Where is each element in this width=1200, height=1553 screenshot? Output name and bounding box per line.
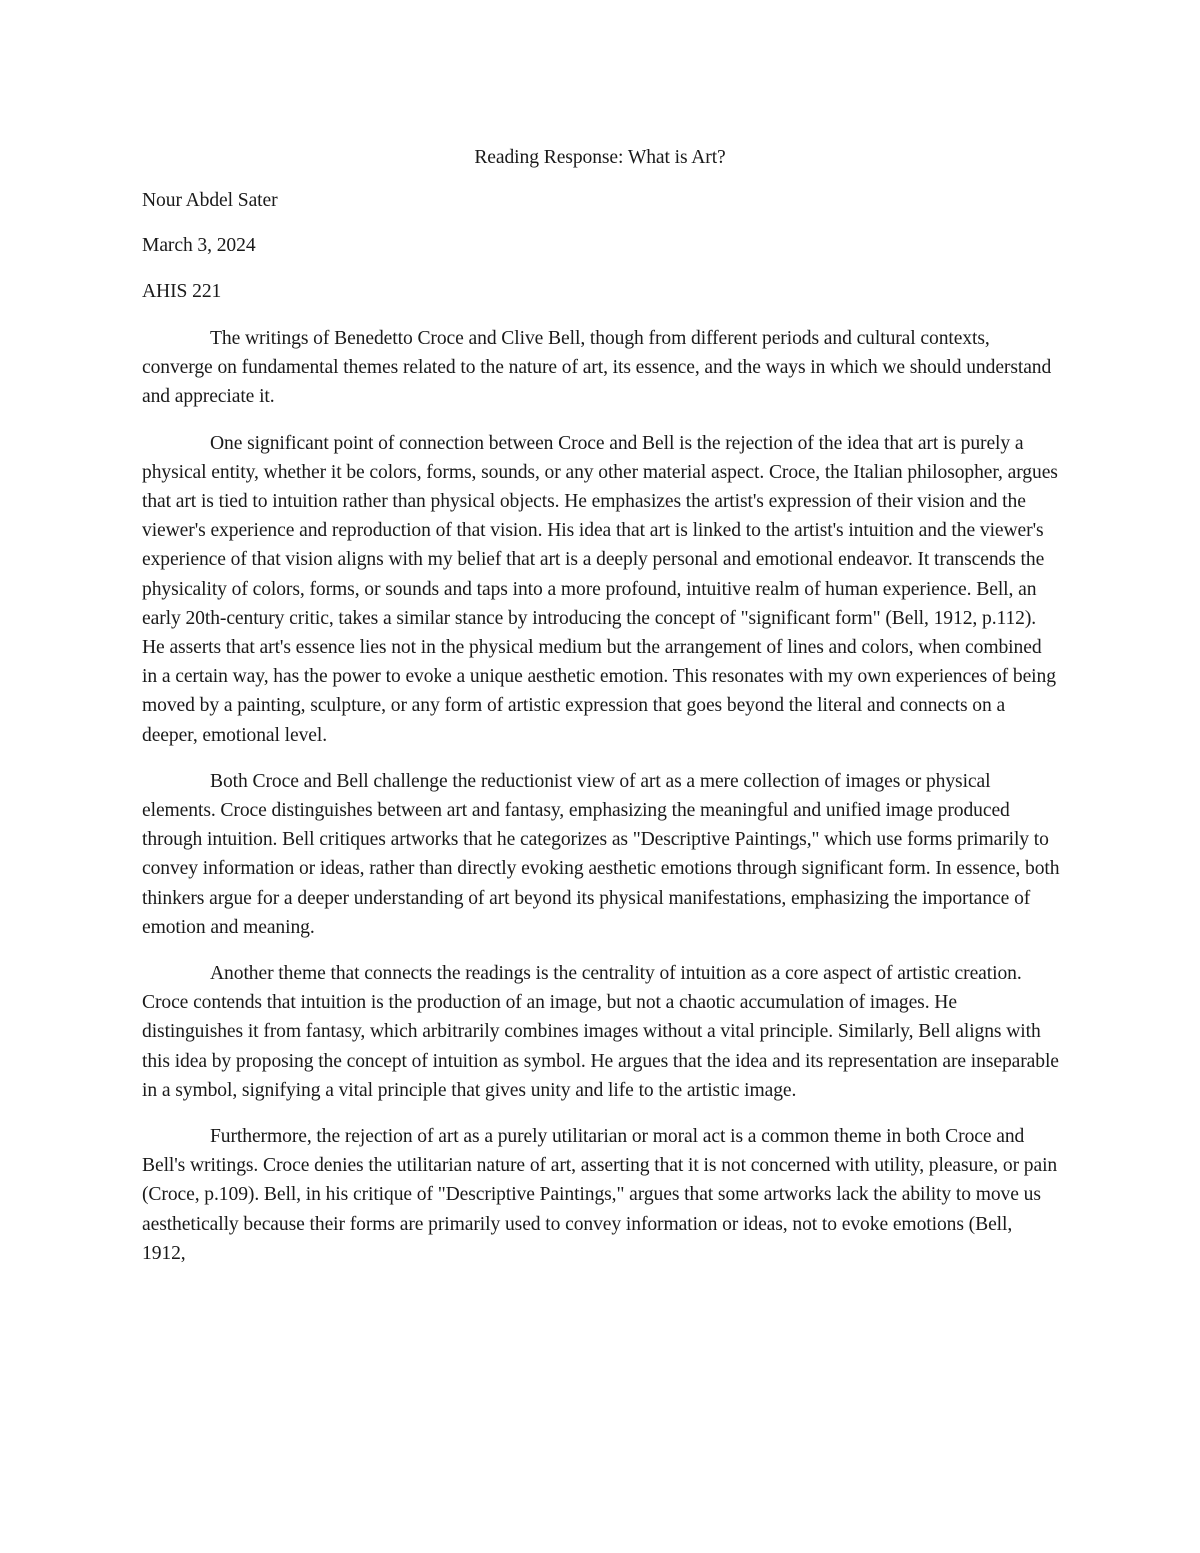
document-title: Reading Response: What is Art? xyxy=(474,147,726,168)
paragraph-intro: The writings of Benedetto Croce and Clive Bell, though from different periods and cultural contexts, converge on fundamental themes related to the nature of art, its essence, and the ways in which we should understand and appreciate it. xyxy=(142,328,1052,408)
paragraph-reductionism: Both Croce and Bell challenge the reductionist view of art as a mere collection of images or physical elements. Croce distinguishes between art and fantasy, emphasizing the meaningful and unified image produced through intuition. Bell critiques artworks that he categorizes as "Descriptive Paintings," which use forms primarily to convey information or ideas, rather than directly evoking aesthetic emotions through significant form. In essence, both thinkers argue for a deeper understanding of art beyond its physical manifestations, emphasizing the importance of emotion and meaning. xyxy=(142,770,1060,938)
document-body xyxy=(142,324,1060,1285)
document-date: March 3, 2024 xyxy=(142,235,256,256)
paragraph-utilitarian: Furthermore, the rejection of art as a purely utilitarian or moral act is a common theme in both Croce and Bell's writings. Croce denies the utilitarian nature of art, asserting that it is not concerned with utility, pleasure, or pain (Croce, p.109). Bell, in his critique of "Descriptive Paintings," argues that some artworks lack the ability to move us aesthetically because their forms are primarily used to convey information or ideas, not to evoke emotions (Bell, 1912, xyxy=(142,1126,1058,1264)
paragraph-intuition: Another theme that connects the readings is the centrality of intuition as a core aspect of artistic creation. Croce contends that intuition is the production of an image, but not a chaotic accumulation of images. He distinguishes it from fantasy, which arbitrarily combines images without a vital principle. Similarly, Bell aligns with this idea by proposing the concept of intuition as symbol. He argues that the idea and its representation are inseparable in a symbol, signifying a vital principle that gives unity and life to the artistic image. xyxy=(142,963,1059,1101)
paragraph-physicality: One significant point of connection between Croce and Bell is the rejection of the idea that art is purely a physical entity, whether it be colors, forms, sounds, or any other material aspect. Croce, the Italian philosopher, argues that art is tied to intuition rather than physical objects. He emphasizes the artist's expression of their vision and the viewer's experience and reproduction of that vision. His idea that art is linked to the artist's intuition and the viewer's experience of that vision aligns with my belief that art is a deeply personal and emotional endeavor. It transcends the physicality of colors, forms, or sounds and taps into a more profound, intuitive realm of human experience. Bell, an early 20th-century critic, takes a similar stance by introducing the concept of "significant form" (Bell, 1912, p.112). He asserts that art's essence lies not in the physical medium but the arrangement of lines and colors, when combined in a certain way, has the power to evoke a unique aesthetic emotion. This resonates with my own experiences of being moved by a painting, sculpture, or any form of artistic expression that goes beyond the literal and connects on a deeper, emotional level. xyxy=(142,432,1058,746)
course-code: AHIS 221 xyxy=(142,281,222,302)
author-name: Nour Abdel Sater xyxy=(142,190,278,211)
